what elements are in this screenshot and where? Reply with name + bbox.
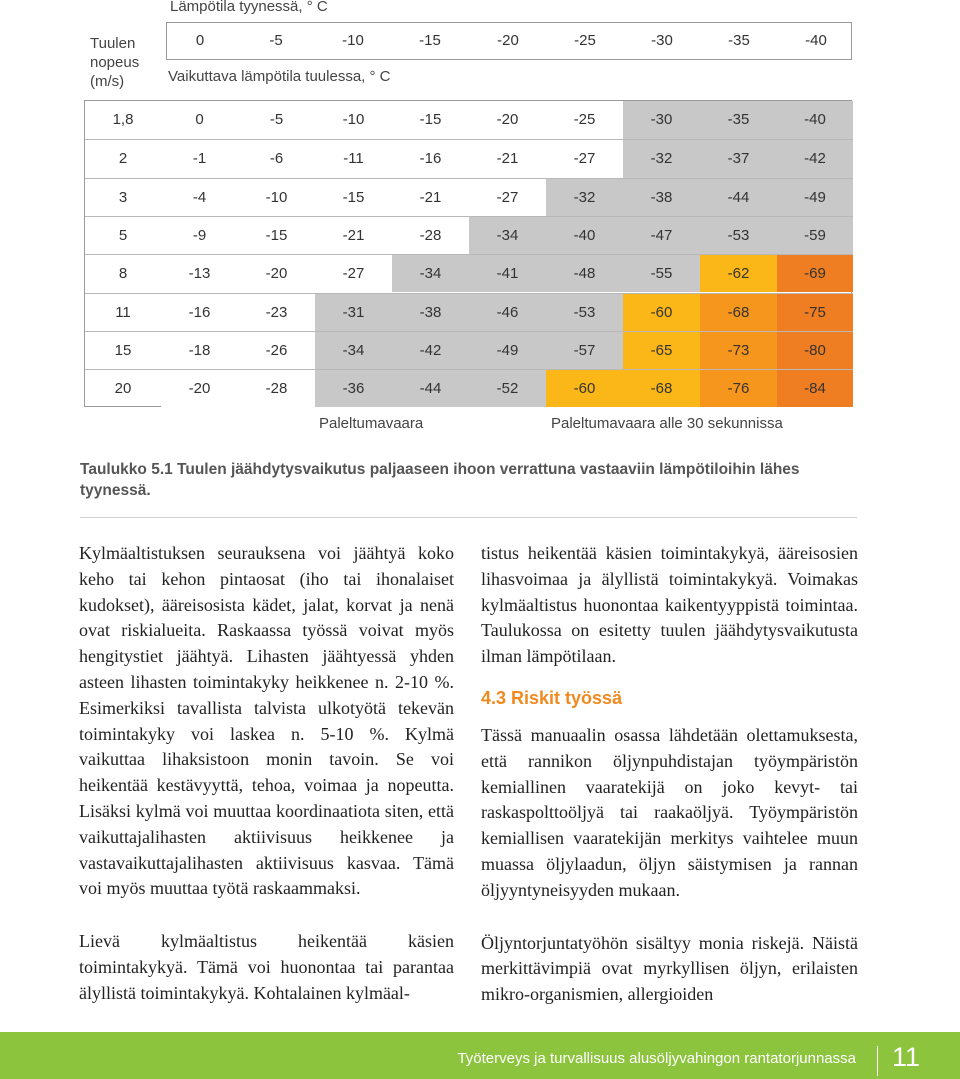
header-temperature-cell: -20 — [497, 32, 519, 49]
wind-speed-cell: 8 — [85, 254, 161, 292]
wind-chill-value-cell: -84 — [777, 369, 853, 407]
table-header-wind-speed-label: Tuulen nopeus (m/s) — [90, 35, 140, 90]
wind-chill-value-cell: -27 — [469, 178, 546, 216]
wind-chill-value-cell: -21 — [392, 178, 469, 216]
wind-chill-value-cell: -42 — [392, 331, 469, 369]
wind-chill-value-cell: -80 — [777, 331, 853, 369]
wind-chill-value-cell: -68 — [700, 293, 777, 331]
wind-speed-cell: 3 — [85, 178, 161, 216]
wind-chill-value-cell: -1 — [161, 139, 238, 177]
wind-chill-value-cell: -32 — [623, 139, 700, 177]
wind-chill-value-cell: -30 — [623, 101, 700, 139]
wind-chill-value-cell: -28 — [392, 216, 469, 254]
wind-chill-value-cell: -44 — [392, 369, 469, 407]
wind-chill-value-cell: -34 — [392, 254, 469, 292]
wind-chill-value-cell: -27 — [315, 254, 392, 292]
legend-frostbite-danger-30s: Paleltumavaara alle 30 sekunnissa — [551, 415, 783, 432]
wind-chill-value-cell: -10 — [315, 101, 392, 139]
header-temperature-cell: -35 — [728, 32, 750, 49]
body-paragraph: Tässä manuaalin osassa lähdetään olettamuksesta, että rannikon öljynpuhdistajan työympäristön kemiallinen vaaratekijä on joko kevyt- tai raskaspolttoöljyä tai raakaöljyä. Työympäristön kemiallisen vaaratekijän merkitys vaihtelee muun muassa öljylaadun, öljyn säistymisen ja rannan öljyyntyneisyyden mukaan. — [481, 724, 858, 900]
wind-chill-value-cell: -38 — [392, 293, 469, 331]
wind-chill-value-cell: -55 — [623, 254, 700, 292]
table-header-temperature-label: Lämpötila tyynessä, ° C — [170, 0, 328, 15]
wind-chill-value-cell: -20 — [469, 101, 546, 139]
wind-chill-value-cell: -26 — [238, 331, 315, 369]
wind-chill-value-cell: -34 — [315, 331, 392, 369]
body-column-right — [481, 541, 858, 1008]
footer-divider — [877, 1046, 878, 1076]
wind-chill-value-cell: -75 — [777, 293, 853, 331]
table-effective-temperature-label: Vaikuttava lämpötila tuulessa, ° C — [168, 68, 391, 85]
wind-chill-value-cell: -20 — [238, 254, 315, 292]
table-caption: Taulukko 5.1 Tuulen jäähdytysvaikutus paljaaseen ihoon verrattuna vastaaviin lämpötiloihin lähes tyynessä. — [80, 461, 800, 499]
wind-speed-cell: 20 — [85, 369, 161, 407]
section-heading: 4.3 Riskit työssä — [481, 687, 623, 708]
wind-chill-value-cell: -27 — [546, 139, 623, 177]
wind-chill-value-cell: -9 — [161, 216, 238, 254]
wind-chill-value-cell: -23 — [238, 293, 315, 331]
legend-frostbite-danger: Paleltumavaara — [319, 415, 424, 432]
wind-chill-value-cell: -53 — [700, 216, 777, 254]
wind-chill-value-cell: -60 — [623, 293, 700, 331]
wind-chill-value-cell: -73 — [700, 331, 777, 369]
header-temperature-cell: -40 — [805, 32, 827, 49]
wind-chill-value-cell: -10 — [238, 178, 315, 216]
wind-chill-value-cell: -53 — [546, 293, 623, 331]
caption-divider — [80, 517, 857, 518]
wind-chill-value-cell: -52 — [469, 369, 546, 407]
wind-chill-value-cell: -40 — [546, 216, 623, 254]
wind-speed-cell: 11 — [85, 293, 161, 331]
body-paragraph: Lievä kylmäaltistus heikentää käsien toimintakykyä. Tämä voi huonontaa tai parantaa älyllistä toimintakykyä. Kohtalainen kylmäal- — [79, 931, 454, 1003]
wind-chill-value-cell: -40 — [777, 101, 853, 139]
wind-speed-cell: 1,8 — [112, 111, 134, 128]
wind-chill-value-cell: -6 — [238, 139, 315, 177]
wind-chill-value-cell: -41 — [469, 254, 546, 292]
page-number: 11 — [892, 1042, 921, 1072]
wind-chill-value-cell: -46 — [469, 293, 546, 331]
footer-title: Työterveys ja turvallisuus alusöljyvahingon rantatorjunnassa — [457, 1050, 856, 1067]
wind-chill-value-cell: -28 — [238, 369, 315, 407]
wind-chill-value-cell: -48 — [546, 254, 623, 292]
wind-chill-value-cell: -38 — [623, 178, 700, 216]
wind-chill-value-cell: -16 — [392, 139, 469, 177]
wind-chill-value-cell: -20 — [161, 369, 238, 407]
wind-chill-value-cell: -25 — [546, 101, 623, 139]
wind-chill-value-cell: -16 — [161, 293, 238, 331]
wind-chill-value-cell: -49 — [777, 178, 853, 216]
wind-chill-value-cell: -32 — [546, 178, 623, 216]
header-temperature-cell: -5 — [269, 32, 283, 49]
wind-chill-value-cell: -69 — [777, 254, 853, 292]
wind-chill-value-cell: -37 — [700, 139, 777, 177]
table-header-temperatures-row — [166, 22, 852, 60]
body-paragraph: Öljyntorjuntatyöhön sisältyy monia riskejä. Näistä merkittävimpiä ovat myrkyllisen öljyn, erilaisten mikro-organismien, allergioiden — [481, 932, 858, 1005]
wind-chill-value-cell: -31 — [315, 293, 392, 331]
wind-chill-value-cell: -4 — [161, 178, 238, 216]
wind-speed-cell: 2 — [85, 139, 161, 177]
wind-chill-value-cell: -11 — [315, 139, 392, 177]
wind-chill-value-cell: -42 — [777, 139, 853, 177]
wind-chill-value-cell: -5 — [238, 101, 315, 139]
wind-chill-value-cell: -34 — [469, 216, 546, 254]
body-paragraph: Kylmäaltistuksen seurauksena voi jäähtyä koko keho tai kehon pintaosat (iho tai ihonalaiset kudokset), ääreisosista kädet, jalat, korvat ja nenä ovat riskialueita. Raskaassa työssä voivat myös hengitystiet jäähtyä. Lihasten jäähtyessä yhden asteen lihasten toimintakyky heikkenee n. 2-10 %. Esimerkiksi tavallista talvista ulkotyötä tekevän toimintakyky voi laskea n. 5-10 %. Kylmä vaikuttaa lihaksistoon monin tavoin. Se voi heikentää kestävyyttä, tehoa, voimaa ja nopeutta. Lisäksi kylmä voi muuttaa koordinaatiota siten, että vaikuttajalihasten aktiivisuus heikkenee ja vastavaikuttajalihasten aktiivisuus kasvaa. Tämä voi myös muuttaa työtä raskaammaksi. — [79, 543, 454, 899]
wind-chill-value-cell: -15 — [238, 216, 315, 254]
wind-chill-value-cell: 0 — [161, 101, 238, 139]
header-temperature-cell: -10 — [342, 32, 364, 49]
wind-chill-value-cell: -18 — [161, 331, 238, 369]
header-temperature-cell: -30 — [651, 32, 673, 49]
wind-chill-value-cell: -21 — [315, 216, 392, 254]
wind-chill-value-cell: -62 — [700, 254, 777, 292]
wind-chill-value-cell: -68 — [623, 369, 700, 407]
wind-chill-value-cell: -35 — [700, 101, 777, 139]
wind-chill-value-cell: -44 — [700, 178, 777, 216]
wind-chill-value-cell: -13 — [161, 254, 238, 292]
header-temperature-cell: -15 — [419, 32, 441, 49]
wind-chill-value-cell: -15 — [392, 101, 469, 139]
wind-chill-value-cell: -76 — [700, 369, 777, 407]
wind-chill-table — [84, 100, 852, 407]
wind-speed-cell: 15 — [85, 331, 161, 369]
wind-chill-value-cell: -60 — [546, 369, 623, 407]
wind-chill-value-cell: -21 — [469, 139, 546, 177]
wind-chill-value-cell: -57 — [546, 331, 623, 369]
wind-speed-cell: 5 — [85, 216, 161, 254]
page-footer — [0, 1032, 960, 1079]
wind-chill-value-cell: -59 — [777, 216, 853, 254]
wind-chill-value-cell: -49 — [469, 331, 546, 369]
wind-chill-value-cell: -47 — [623, 216, 700, 254]
wind-chill-value-cell: -65 — [623, 331, 700, 369]
body-paragraph: tistus heikentää käsien toimintakykyä, ääreisosien lihasvoimaa ja älyllistä toimintakykyä. Voimakas kylmäaltistus huonontaa kaikentyyppistä toimintaa. Taulukossa on esitetty tuulen jäähdytysvaikutusta ilman lämpötilaan. — [481, 543, 858, 667]
wind-chill-value-cell: -36 — [315, 369, 392, 407]
header-temperature-cell: -25 — [574, 32, 596, 49]
header-temperature-cell: 0 — [195, 32, 205, 49]
wind-chill-value-cell: -15 — [315, 178, 392, 216]
body-column-left — [79, 541, 454, 1007]
